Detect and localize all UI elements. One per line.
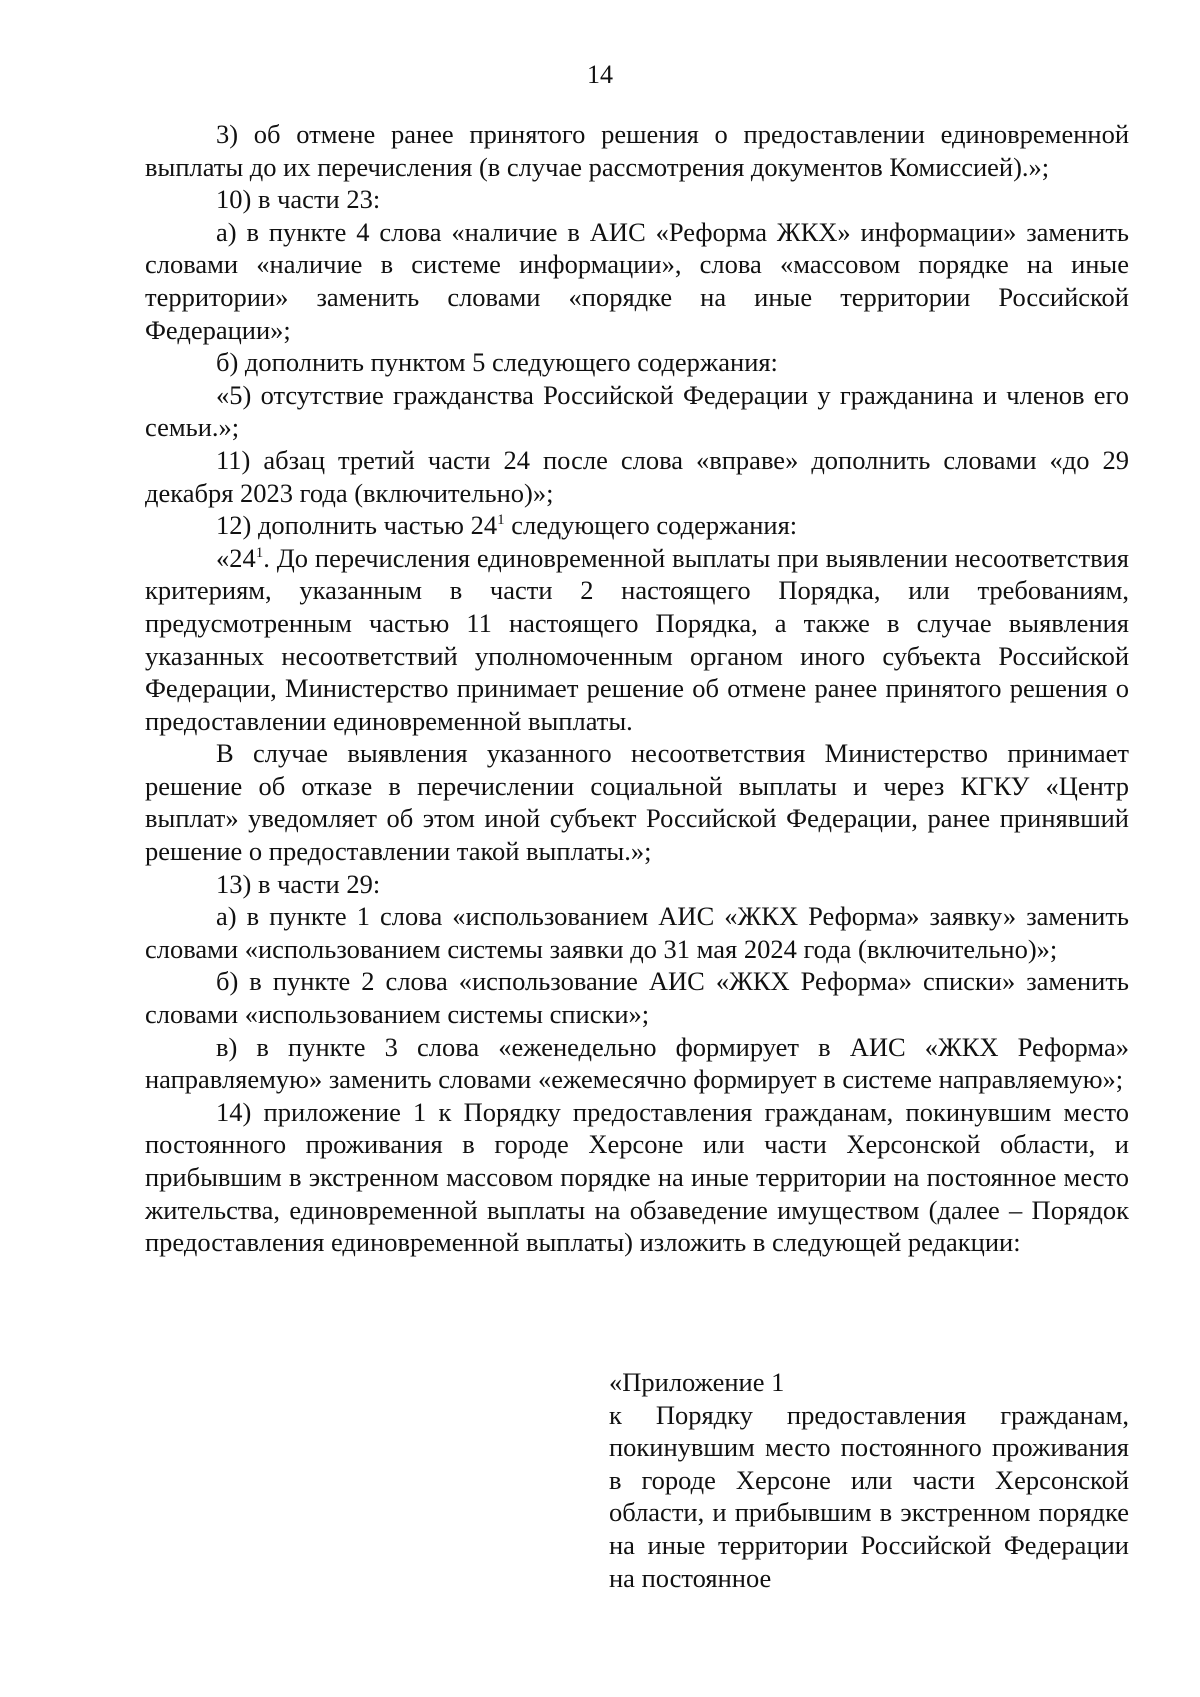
paragraph-item-13b: б) в пункте 2 слова «использование АИС «ЖКХ Реформа» списки» заменить словами «использованием системы списки»; <box>145 966 1129 1030</box>
page-number: 14 <box>587 60 613 89</box>
paragraph-item-10a: а) в пункте 4 слова «наличие в АИС «Реформа ЖКХ» информации» заменить словами «наличие в системе информации», слова «массовом порядке на иные территории» заменить словами «порядке на иные территории Российской Федерации»; <box>145 216 1129 345</box>
superscript: 1 <box>255 544 264 561</box>
appendix-header <box>609 1366 1129 1594</box>
paragraph-item-12-before: 12) дополнить частью 24 <box>216 510 498 541</box>
paragraph-part-24-1 <box>145 542 1129 738</box>
paragraph-item-10b-content: «5) отсутствие гражданства Российской Федерации у гражданина и членов его семьи.»; <box>145 379 1129 443</box>
paragraph-item-14: 14) приложение 1 к Порядку предоставления гражданам, покинувшим место постоянного проживания в городе Херсоне или части Херсонской области, и прибывшим в экстренном массовом порядке на иные территории на постоянное место жительства, единовременной выплаты на обзаведение имуществом (далее – Порядок предоставления единовременной выплаты) изложить в следующей редакции: <box>145 1096 1129 1258</box>
paragraph-item-12-after: следующего содержания: <box>504 510 798 541</box>
paragraph-item-10b: б) дополнить пунктом 5 следующего содержания: <box>216 347 778 378</box>
paragraph-item-13a: а) в пункте 1 слова «использованием АИС «ЖКХ Реформа» заявку» заменить словами «использованием системы заявки до 31 мая 2024 года (включительно)»; <box>145 901 1129 964</box>
paragraph-refusal-decision: В случае выявления указанного несоответствия Министерство принимает решение об отказе в перечислении социальной выплаты и через КГКУ «Центр выплат» уведомляет об этом иной субъект Российской Федерации, ранее принявший решение о предоставлении такой выплаты.»; <box>145 738 1129 867</box>
paragraph-item-10: 10) в части 23: <box>216 184 381 215</box>
paragraph-part-24-1-after: . До перечисления единовременной выплаты при выявлении несоответствия критериям, указанным в части 2 настоящего Порядка, или требованиям, предусмотренным частью 11 настоящего Порядка, а также в случае выявления указанных несоответствий уполномоченным органом иного субъекта Российской Федерации, Министерство принимает решение об отмене ранее принятого решения о предоставлении единовременной выплаты. <box>145 542 1129 736</box>
paragraph-part-24-1-before: «24 <box>216 542 256 573</box>
superscript: 1 <box>497 512 505 529</box>
paragraph-cancel-decision: 3) об отмене ранее принятого решения о предоставлении единовременной выплаты до их перечисления (в случае рассмотрения документов Комиссией).»; <box>145 119 1129 182</box>
appendix-title: «Приложение 1 <box>609 1367 785 1397</box>
appendix-description: к Порядку предоставления гражданам, покинувшим место постоянного проживания в городе Херсоне или части Херсонской области, и прибывшим в экстренном порядке на иные территории Российской Федерации на постоянное <box>609 1399 1129 1593</box>
paragraph-item-11: 11) абзац третий части 24 после слова «вправе» дополнить словами «до 29 декабря 2023 года (включительно)»; <box>145 444 1129 508</box>
paragraph-item-13c: в) в пункте 3 слова «еженедельно формирует в АИС «ЖКХ Реформа» направляемую» заменить словами «ежемесячно формирует в системе направляемую»; <box>145 1031 1129 1095</box>
paragraph-item-13: 13) в части 29: <box>216 868 381 899</box>
paragraph-item-12 <box>145 509 1129 542</box>
document-body <box>145 118 1129 1259</box>
